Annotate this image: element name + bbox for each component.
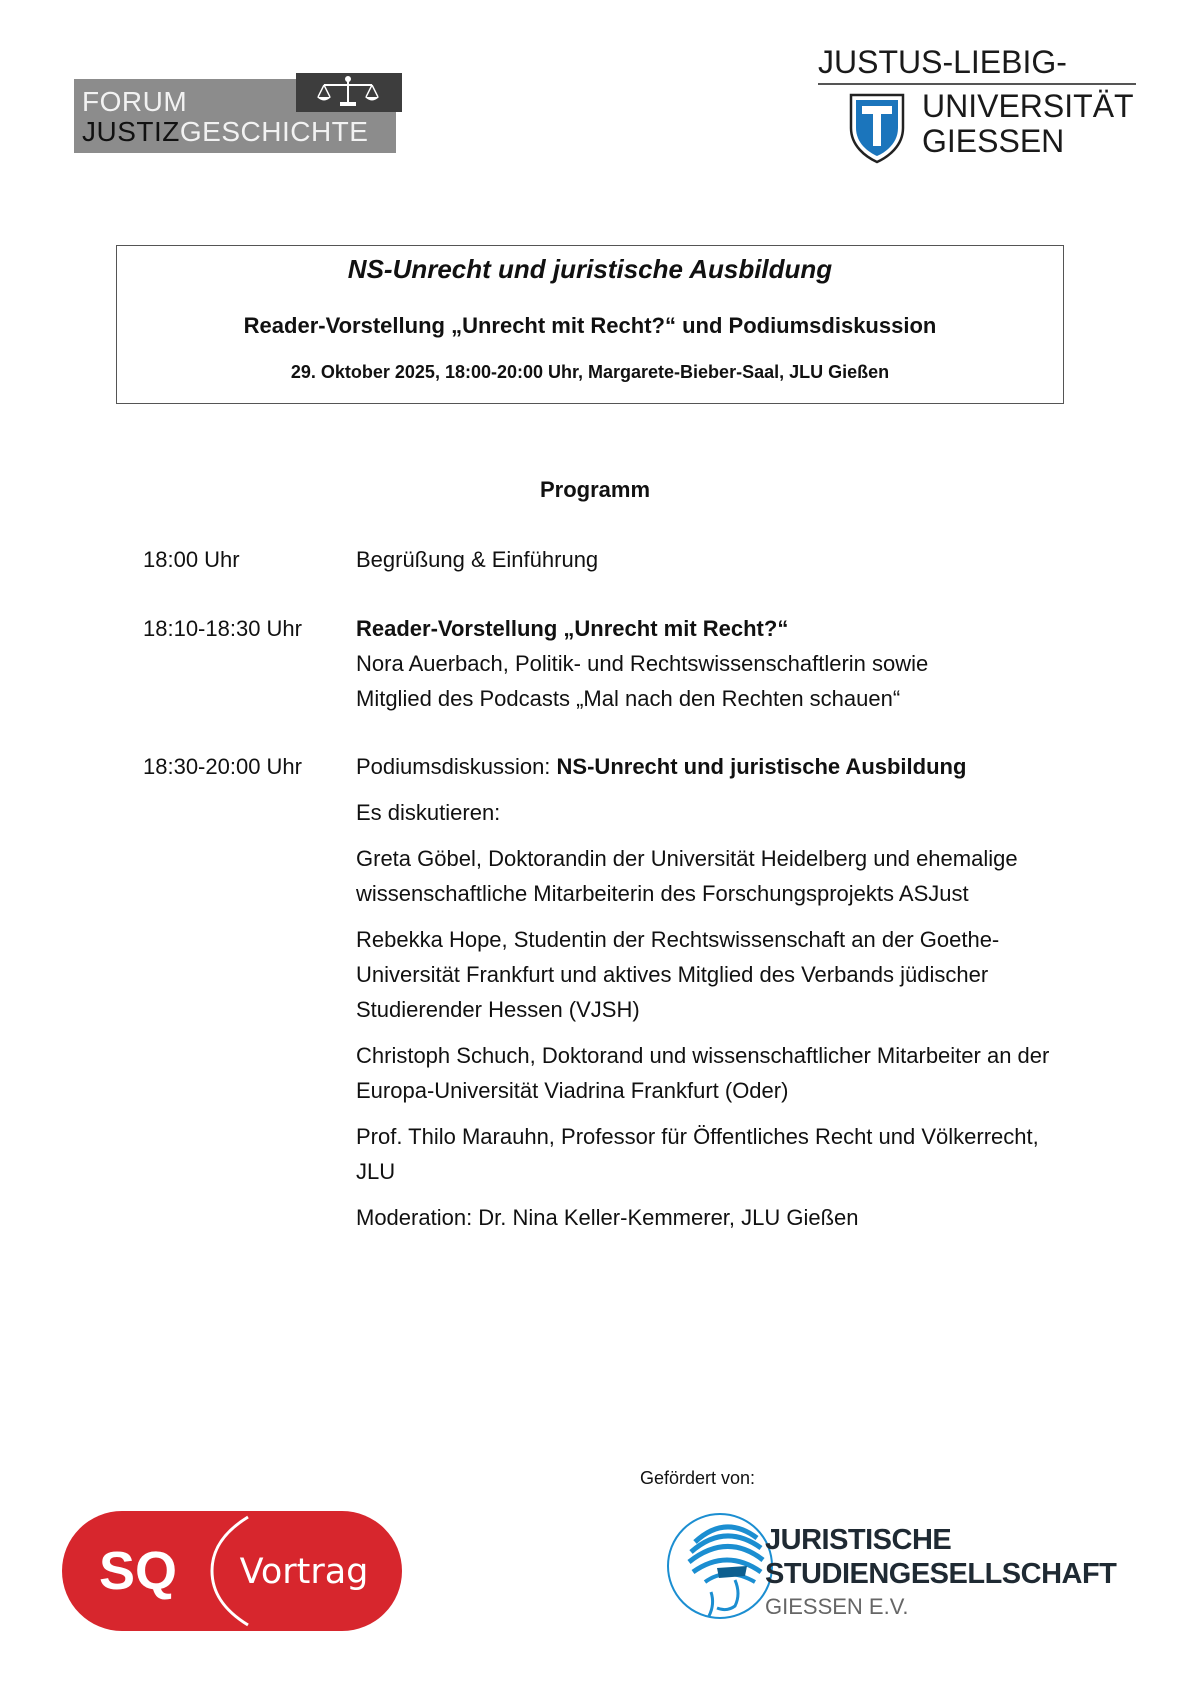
- event-details: 29. Oktober 2025, 18:00-20:00 Uhr, Margarete-Bieber-Saal, JLU Gießen: [290, 362, 890, 382]
- program-item-3: [356, 749, 1076, 1235]
- sq-text: SQ: [98, 1541, 178, 1601]
- panelist-1: Greta Göbel, Doktorandin der Universität Heidelberg und ehemalige wissenschaftliche Mitarbeiterin des Forschungsprojekts ASJust: [356, 846, 1018, 906]
- panel-intro: Es diskutieren:: [356, 800, 501, 825]
- program-heading: Programm: [539, 477, 651, 502]
- justitia-head-icon: [665, 1504, 780, 1629]
- program-item-speaker-role: Mitglied des Podcasts „Mal nach den Rechten schauen“: [356, 686, 901, 711]
- program-time-2: 18:10-18:30 Uhr: [143, 616, 302, 641]
- jlu-shield-icon: [848, 92, 906, 164]
- program-item-2: [356, 611, 1076, 716]
- logo-text-justizgeschichte: JUSTIZGESCHICHTE: [82, 116, 369, 147]
- program-item-speaker: Nora Auerbach, Politik- und Rechtswissenschaftlerin sowie: [356, 651, 929, 676]
- jlu-divider: [818, 83, 1136, 85]
- jlu-text-line1: JUSTUS-LIEBIG-: [818, 44, 1067, 80]
- event-subtitle: Reader-Vorstellung „Unrecht mit Recht?“ und Podiumsdiskussion: [243, 313, 937, 338]
- program-item-title: Reader-Vorstellung „Unrecht mit Recht?“: [356, 616, 789, 641]
- logo-text-forum: FORUM: [82, 86, 188, 117]
- panelist-4: Prof. Thilo Marauhn, Professor für Öffentliches Recht und Völkerrecht, JLU: [356, 1124, 1039, 1184]
- forum-justizgeschichte-logo: [74, 73, 402, 153]
- juristische-studiengesellschaft-logo: [665, 1504, 1145, 1629]
- jlu-text-line3: GIESSEN: [922, 123, 1065, 159]
- jsg-text-line3: GIESSEN E.V.: [765, 1594, 909, 1619]
- event-header-box: [116, 245, 1064, 404]
- program-item-1: [356, 542, 1076, 577]
- jlu-giessen-logo: [818, 44, 1138, 169]
- jsg-text-line1: JURISTISCHE: [765, 1524, 952, 1556]
- program-time-1: 18:00 Uhr: [143, 547, 240, 572]
- scales-of-justice-icon: [314, 75, 382, 110]
- jlu-text-line2: UNIVERSITÄT: [922, 88, 1134, 124]
- panelist-2: Rebekka Hope, Studentin der Rechtswissenschaft an der Goethe-Universität Frankfurt und aktives Mitglied des Verbands jüdischer Studierender Hessen (VJSH): [356, 927, 1000, 1022]
- moderation: Moderation: Dr. Nina Keller-Kemmerer, JLU Gießen: [356, 1205, 859, 1230]
- sq-vortrag-logo: [62, 1511, 402, 1631]
- program-item-text: Begrüßung & Einführung: [356, 547, 599, 572]
- event-title: NS-Unrecht und juristische Ausbildung: [347, 254, 833, 284]
- funded-by-label: Gefördert von:: [640, 1468, 756, 1488]
- panelist-3: Christoph Schuch, Doktorand und wissenschaftlicher Mitarbeiter an der Europa-Universität Viadrina Frankfurt (Oder): [356, 1043, 1050, 1103]
- jsg-text-line2: STUDIENGESELLSCHAFT: [765, 1558, 1117, 1590]
- program-time-3: 18:30-20:00 Uhr: [143, 754, 302, 779]
- vortrag-text: Vortrag: [239, 1552, 369, 1592]
- program-item-title: Podiumsdiskussion: NS-Unrecht und juristische Ausbildung: [356, 754, 967, 779]
